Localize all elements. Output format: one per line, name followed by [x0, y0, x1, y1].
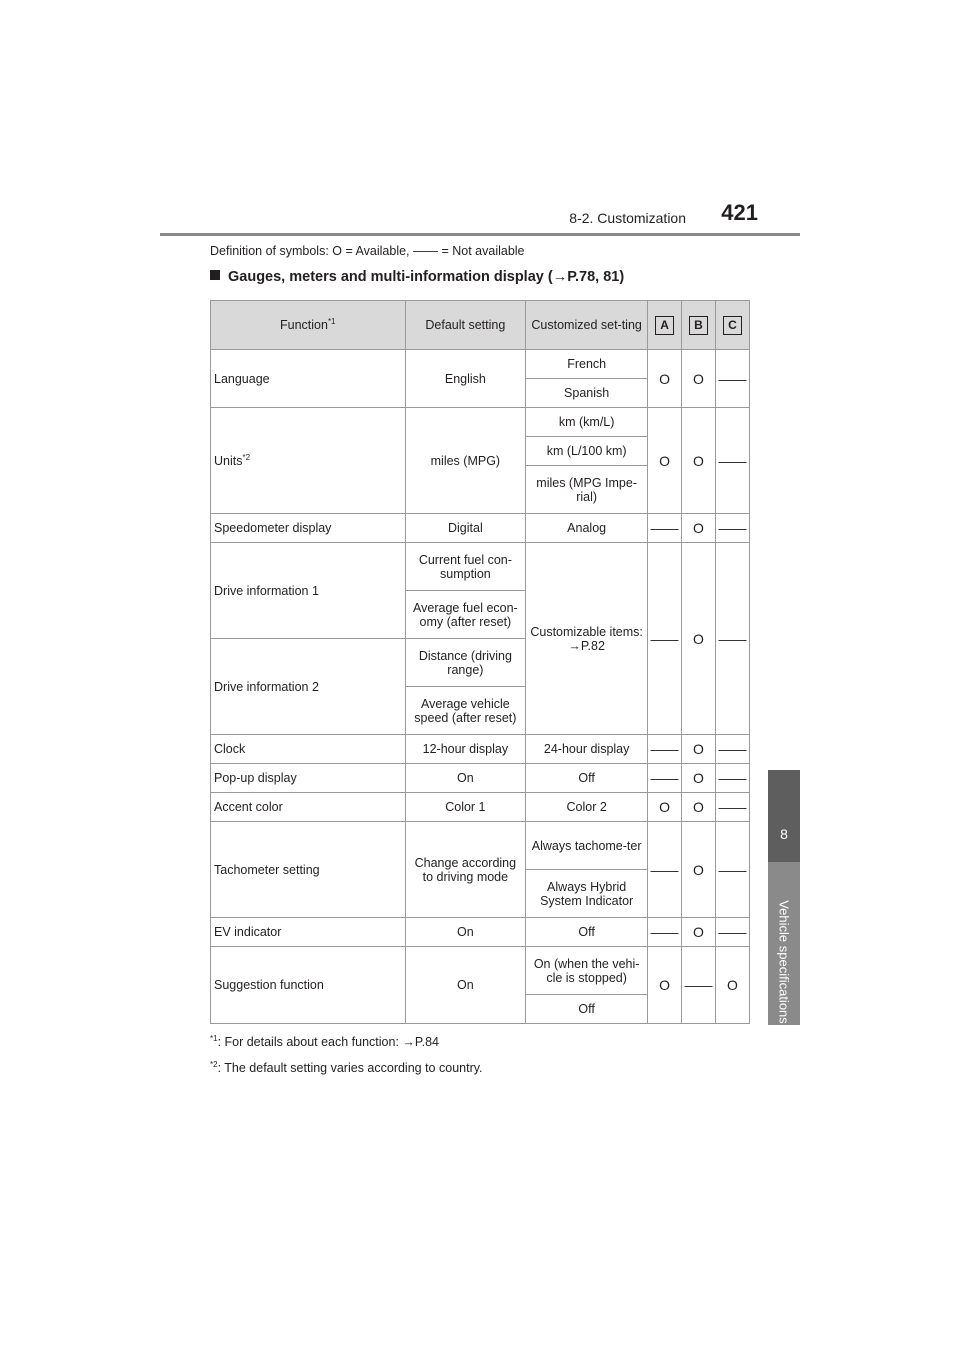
table-row: km (L/100 km) — [211, 437, 750, 466]
symbol-definition: Definition of symbols: O = Available, —— = Not available — [210, 244, 525, 258]
table-row: Clock 12-hour display 24-hour display —— O —— — [211, 735, 750, 764]
table-row: Off — [211, 995, 750, 1024]
page-number: 421 — [721, 200, 758, 225]
chapter-number: 8 — [780, 826, 788, 842]
section-title: 8-2. Customization — [569, 210, 686, 226]
footnote-2: $^{*2}$: The default setting varies according to country. — [210, 1060, 483, 1076]
table-row: Average vehicle speed (after reset) — [211, 687, 750, 735]
table-row: Pop-up display On Off —— O —— — [211, 764, 750, 793]
table-row: Speedometer display Digital Analog —— O —— — [211, 514, 750, 543]
header-customized: Customized set-ting — [526, 301, 648, 350]
header-b: B — [682, 301, 716, 350]
table-row: Tachometer setting Change according to driving mode Always tachome-ter —— O —— — [211, 822, 750, 870]
header-c: C — [715, 301, 749, 350]
table-row: Units$^{*2}$ miles (MPG) km (km/L) O O —— — [211, 408, 750, 437]
chapter-tab-label: Vehicle specifications — [776, 900, 792, 1024]
section-heading-text: Gauges, meters and multi-information display (→P.78, 81) — [228, 269, 625, 285]
table-row: Average fuel econ-omy (after reset) — [211, 591, 750, 639]
bullet-square-icon — [210, 270, 220, 280]
table-row: Spanish — [211, 379, 750, 408]
header-rule — [160, 233, 800, 236]
table-header-row — [211, 301, 750, 350]
page-header — [160, 200, 800, 236]
table-row: Drive information 1 Current fuel con-sumption Customizable items: →P.82 —— O —— — [211, 543, 750, 591]
footnote-1: $^{*1}$: For details about each function: →P.84 — [210, 1034, 439, 1050]
table-row: Language English French O O —— — [211, 350, 750, 379]
table-row: EV indicator On Off —— O —— — [211, 918, 750, 947]
table-row: Drive information 2 Distance (driving range) — [211, 639, 750, 687]
table-row: Always Hybrid System Indicator — [211, 870, 750, 918]
table-row: Suggestion function On On (when the vehi-cle is stopped) O —— O — [211, 947, 750, 995]
section-heading — [210, 269, 624, 285]
header-default: Default setting — [405, 301, 526, 350]
header-function: Function$^{*1}$ — [211, 301, 406, 350]
chapter-tab-number-block — [768, 770, 800, 862]
customization-table — [210, 300, 750, 1024]
table-row: Accent color Color 1 Color 2 O O —— — [211, 793, 750, 822]
header-a: A — [648, 301, 682, 350]
table-row: miles (MPG Impe-rial) — [211, 466, 750, 514]
